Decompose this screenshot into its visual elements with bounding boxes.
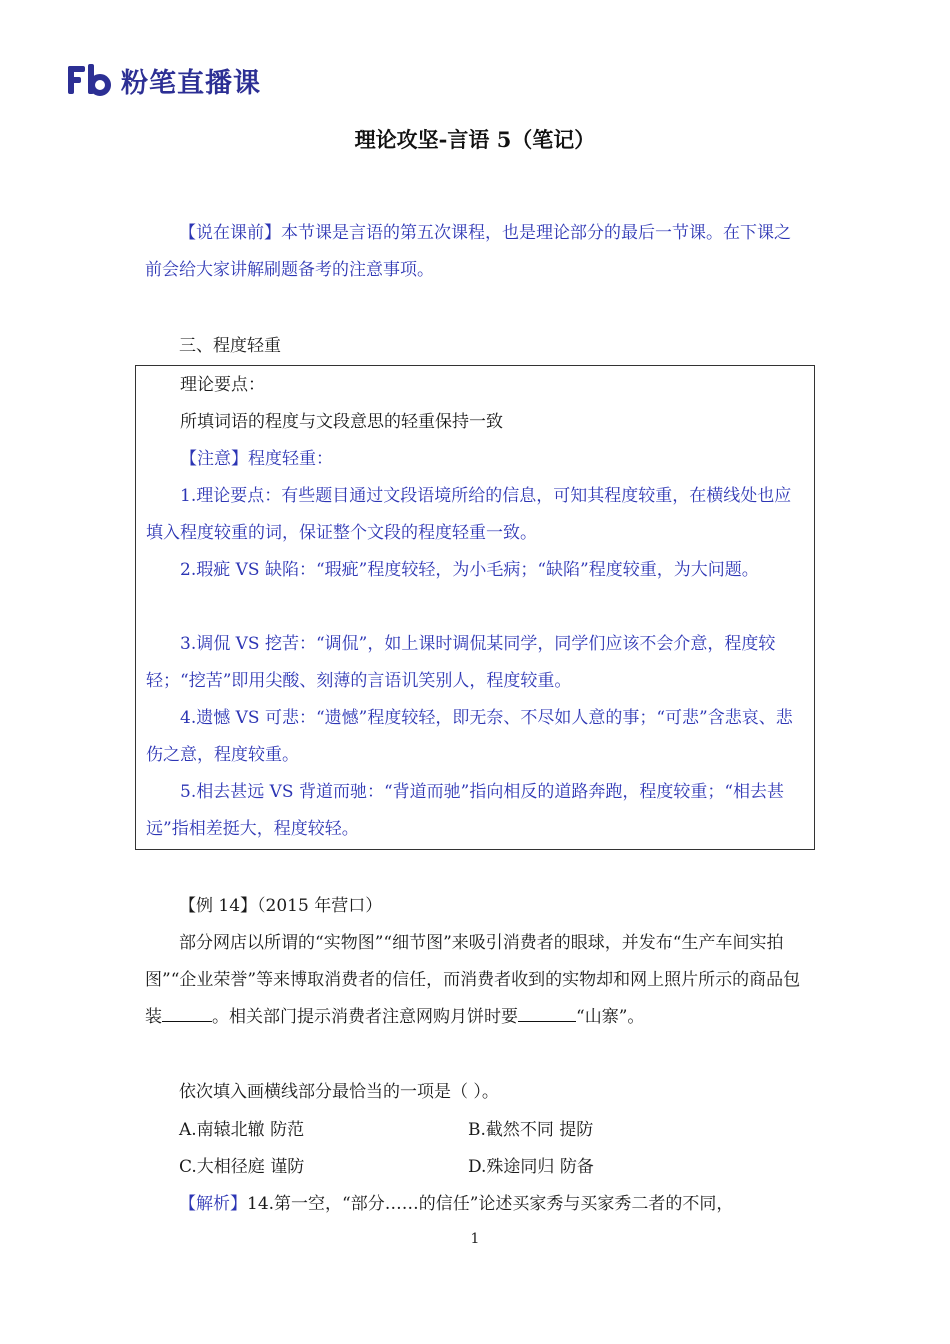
example-stem	[145, 925, 807, 1036]
question-text: 依次填入画横线部分最恰当的一项是（ ）。	[179, 1082, 499, 1102]
note-item-3: 3.调侃 VS 挖苦：“调侃”，如上课时调侃某同学，同学们应该不会介意，程度较轻；“挖苦”即用尖酸、刻薄的言语讥笑别人，程度较重。	[146, 634, 776, 691]
option-b: B.截然不同 提防	[468, 1120, 594, 1140]
example-text-a: 部分网店以所谓的“实物图”“细节图”来吸引消费者的眼球，并发布“生产车间实拍图”“企业荣誉”等来博取消费者的信任，而消费者收到的实物却和网上照片所示的商品包装	[145, 933, 801, 1027]
theory-label: 理论要点：	[180, 375, 265, 395]
note-item-1: 1.理论要点：有些题目通过文段语境所给的信息，可知其程度较重，在横线处也应填入程度较重的词，保证整个文段的程度轻重一致。	[146, 486, 792, 543]
brand-logo	[67, 60, 261, 100]
brand-name: 粉笔直播课	[121, 67, 261, 99]
blank-2	[518, 1003, 576, 1022]
analysis-tag: 【解析】	[179, 1194, 247, 1214]
page-number: 1	[470, 1231, 480, 1247]
example-text-b: 。相关部门提示消费者注意网购月饼时要	[212, 1007, 518, 1027]
note-item-5: 5.相去甚远 VS 背道而驰：“背道而驰”指向相反的道路奔跑，程度较重；“相去甚远”指相差挺大，程度较轻。	[146, 782, 785, 839]
theory-point: 所填词语的程度与文段意思的轻重保持一致	[180, 412, 503, 432]
blank-1	[162, 1003, 212, 1022]
intro-tag: 【说在课前】	[179, 223, 281, 243]
theory-box	[135, 365, 815, 850]
note-item-2: 2.瑕疵 VS 缺陷：“瑕疵”程度较轻，为小毛病；“缺陷”程度较重，为大问题。	[180, 560, 759, 580]
example-text-c: “山寨”。	[576, 1007, 645, 1027]
option-c: C.大相径庭 谨防	[179, 1157, 305, 1177]
intro-paragraph	[145, 215, 807, 289]
section-heading: 三、程度轻重	[179, 336, 281, 356]
note-tag: 【注意】程度轻重：	[180, 449, 333, 469]
page-title: 理论攻坚-言语 5（笔记）	[354, 127, 596, 152]
option-a: A.南辕北辙 防范	[179, 1120, 305, 1140]
note-item-4: 4.遗憾 VS 可悲：“遗憾”程度较轻，即无奈、不尽如人意的事；“可悲”含悲哀、悲伤之意，程度较重。	[146, 708, 793, 765]
intro-text: 本节课是言语的第五次课程，也是理论部分的最后一节课。在下课之前会给大家讲解刷题备考的注意事项。	[145, 223, 791, 280]
example-tag: 【例 14】（2015 年营口）	[179, 896, 383, 916]
option-d: D.殊途同归 防备	[468, 1157, 594, 1177]
analysis-text: 14.第一空，“部分……的信任”论述买家秀与买家秀二者的不同，	[247, 1194, 734, 1214]
fb-logo-icon	[67, 63, 111, 97]
analysis-line	[179, 1186, 809, 1223]
